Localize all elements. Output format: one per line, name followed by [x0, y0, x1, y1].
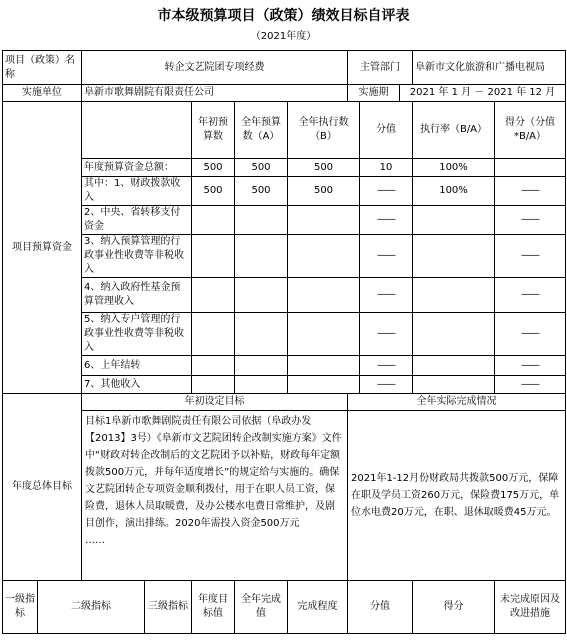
cell-score: —— — [495, 235, 566, 278]
goals-initial-header: 年初设定目标 — [82, 394, 348, 411]
cell-score: —— — [495, 356, 566, 376]
table-row — [3, 235, 566, 278]
unit-value: 阜新市歌舞剧院有限责任公司 — [82, 85, 348, 102]
header-score: 得分（分值*B/A） — [495, 102, 566, 159]
cell-executed: 500 — [288, 177, 360, 206]
cell-score: —— — [495, 206, 566, 235]
goals-actual-header: 全年实际完成情况 — [348, 394, 566, 411]
cell-rate — [413, 235, 495, 278]
cell-full-year — [235, 206, 288, 235]
cell-rate — [413, 356, 495, 376]
header-full-year: 全年预算数（A） — [235, 102, 288, 159]
goals-section-label: 年度总体目标 — [3, 394, 82, 581]
dept-label: 主管部门 — [348, 51, 413, 85]
cell-executed — [288, 235, 360, 278]
cell-rate: 100% — [413, 177, 495, 206]
row-label: 其中：1、财政拨款收入 — [82, 177, 192, 206]
header-initial: 年初预算数 — [192, 102, 235, 159]
period-label: 实施期 — [348, 85, 400, 102]
goals-initial-text — [82, 411, 348, 581]
table-row — [3, 356, 566, 376]
unit-label: 实施单位 — [3, 85, 82, 102]
cell-score: —— — [495, 313, 566, 356]
cell-rate — [413, 278, 495, 313]
cell-initial — [192, 313, 235, 356]
cell-score: —— — [495, 177, 566, 206]
cell-full-year — [235, 313, 288, 356]
cell-rate — [413, 206, 495, 235]
cell-initial — [192, 278, 235, 313]
indicator-header-1: 一级指标 — [3, 581, 38, 634]
cell-score-value: —— — [360, 278, 413, 313]
period-value: 2021 年 1 月 － 2021 年 12 月 — [400, 85, 566, 102]
cell-score-value: —— — [360, 313, 413, 356]
goals-initial-more: …… — [85, 535, 105, 546]
table-row — [3, 159, 566, 177]
cell-score-value: —— — [360, 376, 413, 394]
cell-score-value: —— — [360, 177, 413, 206]
dept-value: 阜新市文化旅游和广播电视局 — [413, 51, 566, 85]
cell-initial — [192, 235, 235, 278]
cell-full-year — [235, 356, 288, 376]
row-label: 2、中央、省转移支付资金 — [82, 206, 192, 235]
table-row — [3, 177, 566, 206]
cell-score: —— — [495, 376, 566, 394]
row-label: 3、纳入预算管理的行政事业性收费等非税收入 — [82, 235, 192, 278]
cell-score-value: 10 — [360, 159, 413, 177]
indicator-header-9: 未完成原因及改进措施 — [495, 581, 566, 634]
row-label: 7、其他收入 — [82, 376, 192, 394]
page-title: 市本级预算项目（政策）绩效目标自评表 — [157, 8, 410, 24]
table-row — [3, 278, 566, 313]
cell-initial: 500 — [192, 159, 235, 177]
cell-executed: 500 — [288, 159, 360, 177]
cell-full-year: 500 — [235, 159, 288, 177]
row-label: 6、上年结转 — [82, 356, 192, 376]
cell-rate — [413, 376, 495, 394]
header-score-value: 分值 — [360, 102, 413, 159]
goals-initial-body: 目标1阜新市歌舞剧院责任有限公司依据（阜政办发【2013】3号）《阜新市文艺院团转企改制实施方案》文件中“财政对转企改制后的文艺院团予以补贴，财政每年定额拨款500万元，并每年适度增长”的规定给与实施的。确保文艺院团转企专项资金顺利拨付，用于在职人员工资，保险费，退休人员取暖费，及办公楼水电费日常维护，及剧目创作，演出排练。2020年需投入资金500万元 — [85, 416, 342, 529]
cell-full-year — [235, 278, 288, 313]
indicator-header-6: 完成程度 — [288, 581, 348, 634]
cell-full-year — [235, 235, 288, 278]
goals-actual-text: 2021年1-12月份财政局共拨款500万元，保障在职及学员工资260万元，保险费175万元，单位水电费20万元，在职、退休取暖费45万元。 — [348, 411, 566, 581]
cell-executed — [288, 376, 360, 394]
cell-full-year: 500 — [235, 177, 288, 206]
cell-executed — [288, 206, 360, 235]
cell-initial — [192, 206, 235, 235]
indicator-header-5: 全年完成值 — [235, 581, 288, 634]
row-label: 4、纳入政府性基金预算管理收入 — [82, 278, 192, 313]
cell-score-value: —— — [360, 235, 413, 278]
indicator-header-2: 二级指标 — [38, 581, 145, 634]
cell-score — [495, 159, 566, 177]
cell-full-year — [235, 376, 288, 394]
table-row — [3, 313, 566, 356]
row-label: 5、纳入专户管理的行政事业性收费等非税收入 — [82, 313, 192, 356]
cell-rate — [413, 313, 495, 356]
row-label: 年度预算资金总额： — [82, 159, 192, 177]
table-row — [3, 376, 566, 394]
indicator-header-7: 分值 — [348, 581, 413, 634]
cell-initial: 500 — [192, 177, 235, 206]
indicator-header-3: 三级指标 — [145, 581, 192, 634]
evaluation-table — [2, 50, 566, 634]
budget-section-label: 项目预算资金 — [3, 102, 82, 394]
cell-score-value: —— — [360, 356, 413, 376]
cell-initial — [192, 356, 235, 376]
cell-score: —— — [495, 278, 566, 313]
header-rate: 执行率（B/A） — [413, 102, 495, 159]
cell-rate: 100% — [413, 159, 495, 177]
page-subtitle: （2021年度） — [250, 31, 317, 42]
indicator-header-8: 得分 — [413, 581, 495, 634]
table-row — [3, 206, 566, 235]
project-name-value: 转企文艺院团专项经费 — [82, 51, 348, 85]
indicator-header-4: 年度目标值 — [192, 581, 235, 634]
cell-initial — [192, 376, 235, 394]
cell-executed — [288, 278, 360, 313]
cell-executed — [288, 356, 360, 376]
cell-executed — [288, 313, 360, 356]
project-name-label: 项目（政策）名称 — [3, 51, 82, 85]
header-executed: 全年执行数（B） — [288, 102, 360, 159]
cell-score-value: —— — [360, 206, 413, 235]
